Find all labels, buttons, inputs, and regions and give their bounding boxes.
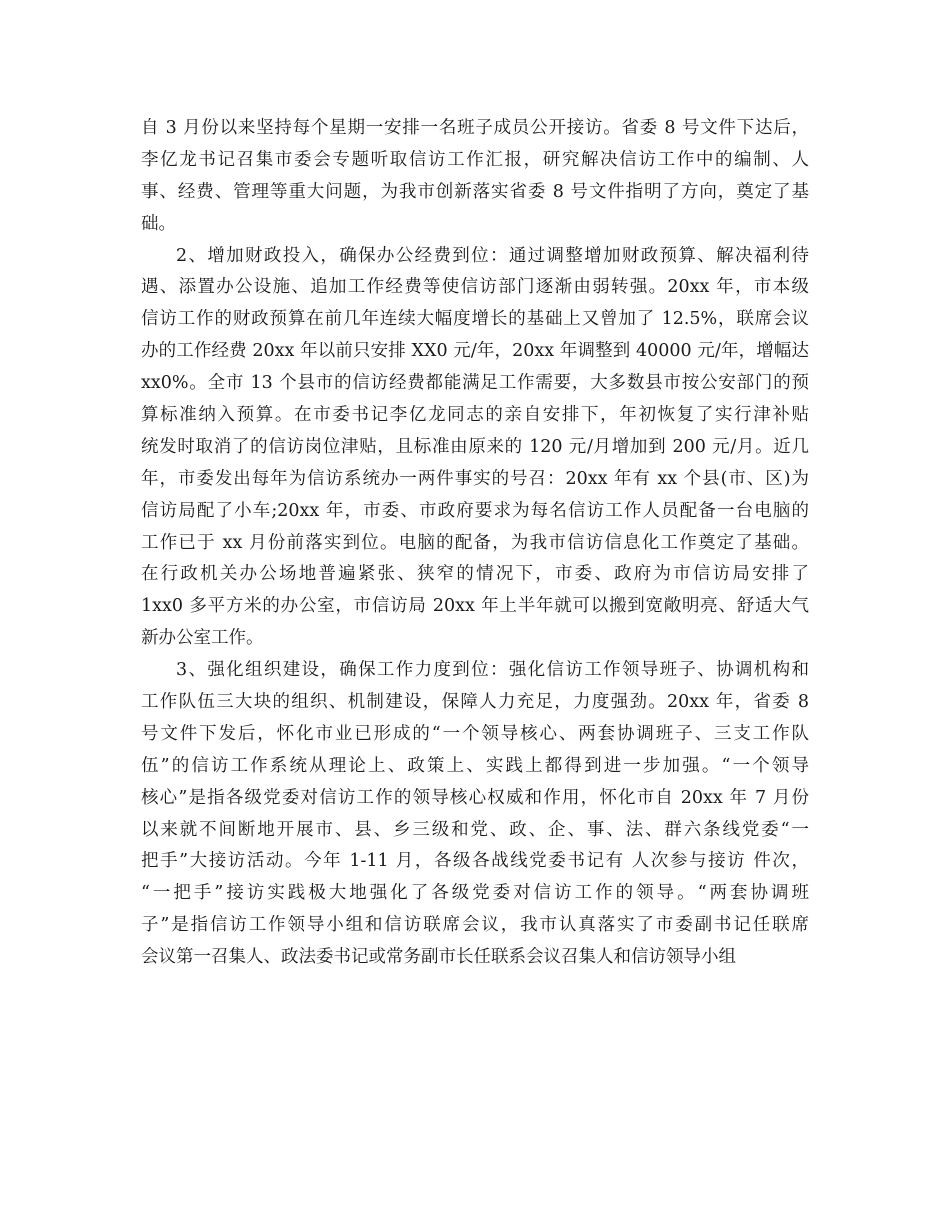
text-line: 础。 — [141, 213, 176, 234]
paragraph — [141, 655, 809, 974]
text-line: “一把手”接访实践极大地强化了各级党委对信访工作的领导。“两套协调班 — [141, 883, 809, 904]
text-line: 办的工作经费 20xx 年以前只安排 XX0 元/年，20xx 年调整到 40000 元/年，增幅达 — [141, 341, 809, 362]
text-line: 工作已于 xx 月份前落实到位。电脑的配备，为我市信访信息化工作奠定了基础。 — [141, 532, 809, 553]
text-line: 遇、添置办公设施、追加工作经费等使信访部门逐渐由弱转强。20xx 年，市本级 — [141, 277, 809, 298]
text-line: 伍”的信访工作系统从理论上、政策上、实践上都得到进一步加强。“一个领导 — [141, 755, 809, 776]
text-line: 子”是指信访工作领导小组和信访联席会议，我市认真落实了市委副书记任联席 — [141, 915, 809, 936]
text-line: 自 3 月份以来坚持每个星期一安排一名班子成员公开接访。省委 8 号文件下达后， — [141, 118, 809, 138]
text-line: 会议第一召集人、政法委书记或常务副市长任联系会议召集人和信访领导小组 — [141, 947, 736, 968]
text-line: 工作队伍三大块的组织、机制建设，保障人力充足，力度强劲。20xx 年，省委 8 — [141, 692, 809, 713]
text-line: 事、经费、管理等重大问题，为我市创新落实省委 8 号文件指明了方向，奠定了基 — [141, 181, 809, 202]
text-line: xx0%。全市 13 个县市的信访经费都能满足工作需要，大多数县市按公安部门的预 — [141, 373, 809, 394]
text-line: 号文件下发后，怀化市业已形成的“一个领导核心、两套协调班子、三支工作队 — [141, 723, 809, 744]
text-line: 算标准纳入预算。在市委书记李亿龙同志的亲自安排下，年初恢复了实行津补贴 — [141, 405, 809, 426]
text-line: 2、增加财政投入，确保办公经费到位：通过调整增加财政预算、解决福利待 — [176, 245, 809, 266]
text-line: 统发时取消了的信访岗位津贴，且标准由原来的 120 元/月增加到 200 元/月。近几 — [141, 436, 809, 457]
document-body — [141, 113, 809, 974]
paragraph — [141, 241, 809, 656]
text-line: 1xx0 多平方米的办公室，市信访局 20xx 年上半年就可以搬到宽敞明亮、舒适大气 — [141, 596, 809, 617]
text-line: 核心”是指各级党委对信访工作的领导核心权威和作用，怀化市自 20xx 年 7 月份 — [141, 787, 809, 808]
text-line: 把手”大接访活动。今年 1-11 月，各级各战线党委书记有 人次参与接访 件次， — [141, 851, 809, 872]
text-line: 在行政机关办公场地普遍紧张、狭窄的情况下，市委、政府为市信访局安排了 — [141, 564, 809, 585]
text-line: 年，市委发出每年为信访系统办一两件事实的号召：20xx 年有 xx 个县(市、区)为 — [141, 468, 809, 489]
text-line: 李亿龙书记召集市委会专题听取信访工作汇报，研究解决信访工作中的编制、人 — [141, 149, 809, 170]
text-line: 3、强化组织建设，确保工作力度到位：强化信访工作领导班子、协调机构和 — [176, 660, 809, 681]
paragraph — [141, 113, 809, 241]
text-line: 信访工作的财政预算在前几年连续大幅度增长的基础上又曾加了 12.5%，联席会议 — [141, 309, 809, 330]
text-line: 信访局配了小车;20xx 年，市委、市政府要求为每名信访工作人员配备一台电脑的 — [141, 500, 809, 521]
text-line: 以来就不间断地开展市、县、乡三级和党、政、企、事、法、群六条线党委“一 — [141, 819, 809, 840]
text-line: 新办公室工作。 — [141, 628, 264, 649]
